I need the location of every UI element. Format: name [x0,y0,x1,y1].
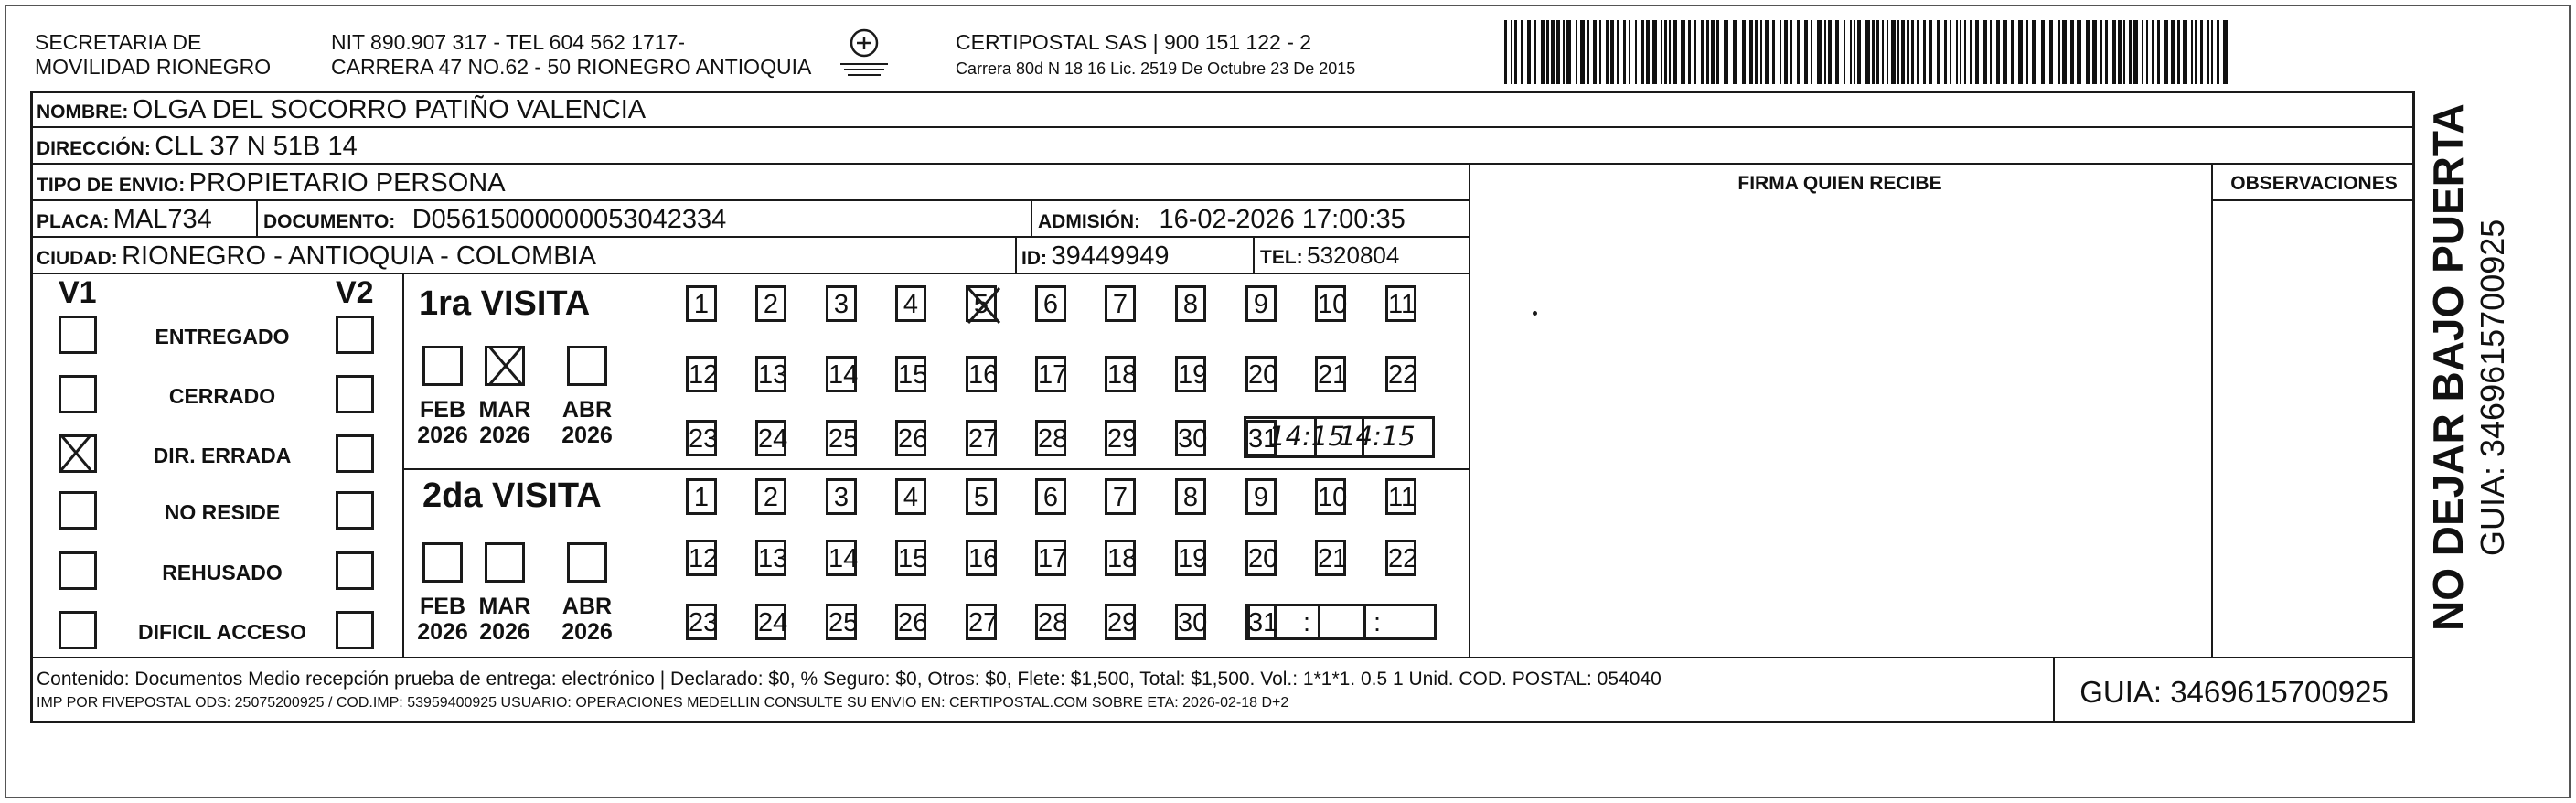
day-box[interactable]: 26 [895,604,926,640]
day-box[interactable]: 25 [826,604,857,640]
day-box[interactable]: 18 [1105,356,1136,392]
month-name: MAR [478,397,531,423]
month-checkbox[interactable] [422,542,463,583]
v2-checkbox[interactable] [336,551,374,590]
org-name-line2: MOVILIDAD RIONEGRO [35,55,272,79]
v2-checkbox[interactable] [336,434,374,473]
day-box[interactable]: 17 [1035,540,1066,576]
day-box[interactable]: 29 [1105,420,1136,456]
plate-label: PLACA: [37,211,110,232]
day-box[interactable]: 24 [755,420,786,456]
barcode-icon [1504,20,2236,84]
send-type [37,170,506,197]
tel-label: TEL: [1260,247,1303,268]
first-visit-title: 1ra VISITA [419,284,591,323]
v2-checkbox[interactable] [336,375,374,413]
day-box[interactable]: 6 [1035,478,1066,515]
v1-checkbox[interactable] [59,491,97,530]
v2-checkbox[interactable] [336,491,374,530]
footer-contents: Contenido: Documentos Medio recepción prueba de entrega: electrónico | Declarado: $0, % Seguro: $0, Otros: $0, Flete: $1,500, Total: $1,500. Vol.: 1*1*1. 0.5 1 Unid. COD. POSTAL: 054040 [37,669,1662,690]
day-box[interactable]: 2 [755,478,786,515]
day-box[interactable]: 18 [1105,540,1136,576]
day-box[interactable]: 10 [1315,478,1346,515]
v2-checkbox[interactable] [336,316,374,354]
signature-column-header: FIRMA QUIEN RECIBE [1737,173,1942,194]
day-box[interactable]: 12 [686,540,717,576]
month-name: ABR [561,397,613,423]
day-box[interactable]: 27 [966,420,997,456]
v2-checkbox[interactable] [336,611,374,649]
check-x-icon [965,284,1003,335]
day-box[interactable]: 11 [1385,478,1416,515]
address-value: CLL 37 N 51B 14 [155,132,358,161]
day-box[interactable]: 19 [1175,356,1206,392]
month-label [555,594,619,645]
v1-checkbox[interactable] [59,611,97,649]
day-box[interactable]: 5 [966,285,997,322]
month-checkbox[interactable] [567,346,607,386]
id-value: 39449949 [1051,241,1170,271]
month-label [473,594,537,645]
day-box[interactable]: 9 [1245,478,1277,515]
signature-area[interactable] [1470,201,2209,655]
day-box[interactable]: 21 [1315,356,1346,392]
v2-header: V2 [336,275,374,310]
month-name: FEB [420,594,465,619]
delivery-option-label: DIR. ERRADA [153,444,292,467]
day-box[interactable]: 27 [966,604,997,640]
month-checkbox[interactable] [422,346,463,386]
delivery-option-label: ENTREGADO [155,325,290,348]
tel-field [1260,243,1399,267]
tel-value: 5320804 [1307,241,1400,269]
day-box[interactable]: 12 [686,356,717,392]
time-box[interactable]: 14:15 [1247,420,1366,456]
day-box[interactable]: 30 [1175,420,1206,456]
month-label [473,398,537,448]
day-box[interactable]: 23 [686,420,717,456]
address-line: CARRERA 47 NO.62 - 50 RIONEGRO ANTIOQUIA [331,55,812,79]
month-year: 2026 [561,422,613,448]
footer-imp-line: IMP POR FIVEPOSTAL ODS: 25075200925 / COD.IMP: 53959400925 USUARIO: OPERACIONES MEDELLIN CONSULTE SU ENVIO EN: CERTIPOSTAL.COM SOBRE ETA: 2026-02-18 D+2 [37,695,1289,711]
second-visit-title: 2da VISITA [422,476,602,515]
day-box[interactable]: 24 [755,604,786,640]
day-box[interactable]: 28 [1035,604,1066,640]
observations-area[interactable] [2213,201,2413,655]
day-box[interactable]: 3 [826,478,857,515]
day-box[interactable]: 26 [895,420,926,456]
v1-checkbox[interactable] [59,434,97,473]
nit-line: NIT 890.907 317 - TEL 604 562 1717- [331,30,686,54]
month-year: 2026 [417,618,468,645]
delivery-option-label: DIFICIL ACCESO [137,620,306,644]
day-box[interactable]: 1 [686,285,717,322]
day-box[interactable]: 19 [1175,540,1206,576]
month-year: 2026 [561,618,613,645]
day-box[interactable]: 17 [1035,356,1066,392]
check-x-icon [58,432,94,478]
day-box[interactable]: 28 [1035,420,1066,456]
day-box[interactable]: 7 [1105,285,1136,322]
day-box[interactable]: 31 [1245,604,1277,640]
month-checkbox[interactable] [485,346,525,386]
courier-address-line: Carrera 80d N 18 16 Lic. 2519 De Octubre 23 De 2015 [956,59,1356,78]
document-value: D05615000000053042334 [412,205,727,234]
day-box[interactable]: 7 [1105,478,1136,515]
day-box[interactable]: 21 [1315,540,1346,576]
courier-logo-icon [837,27,892,78]
org-name-line1: SECRETARIA DE [35,30,202,54]
day-box[interactable]: 10 [1315,285,1346,322]
city-value: RIONEGRO - ANTIOQUIA - COLOMBIA [122,241,596,271]
day-box[interactable]: 20 [1245,540,1277,576]
month-name: FEB [420,397,465,423]
month-year: 2026 [479,618,530,645]
admission-value: 16-02-2026 17:00:35 [1159,205,1406,234]
day-box[interactable]: 15 [895,540,926,576]
side-guia: GUIA: 3469615700925 [2474,219,2511,556]
observations-column-header: OBSERVACIONES [2230,173,2398,194]
month-label [411,398,475,448]
delivery-option-label: REHUSADO [162,561,283,584]
document-label: DOCUMENTO: [263,211,396,232]
day-box[interactable]: 5 [966,478,997,515]
v1-checkbox[interactable] [59,551,97,590]
address-label: DIRECCIÓN: [37,138,151,159]
time-box[interactable]: : [1247,604,1366,640]
day-box[interactable]: 13 [755,540,786,576]
month-label [411,594,475,645]
day-box[interactable]: 4 [895,285,926,322]
day-box[interactable]: 8 [1175,478,1206,515]
v1-checkbox[interactable] [59,375,97,413]
time-box[interactable]: 14:15 [1318,420,1437,456]
day-box[interactable]: 11 [1385,285,1416,322]
v1-checkbox[interactable] [59,316,97,354]
id-label: ID: [1021,248,1047,269]
admission [1038,207,1406,233]
month-checkbox[interactable] [567,542,607,583]
day-box[interactable]: 30 [1175,604,1206,640]
footer-guia: GUIA: 3469615700925 [2079,675,2389,709]
time-box-outline [1314,416,1435,458]
day-box[interactable]: 29 [1105,604,1136,640]
day-box[interactable]: 9 [1245,285,1277,322]
day-box[interactable]: 16 [966,540,997,576]
city-label: CIUDAD: [37,248,118,269]
day-box[interactable]: 22 [1385,540,1416,576]
day-box[interactable]: 16 [966,356,997,392]
courier-name-line: CERTIPOSTAL SAS | 900 151 122 - 2 [956,30,1312,54]
name-label: NOMBRE: [37,102,129,123]
day-box[interactable]: 20 [1245,356,1277,392]
month-label [555,398,619,448]
recipient-name [37,97,646,123]
month-year: 2026 [417,422,468,448]
signature-dot [1533,311,1537,316]
side-warning: NO DEJAR BAJO PUERTA [2424,103,2472,631]
day-box[interactable]: 14 [826,356,857,392]
name-value: OLGA DEL SOCORRO PATIÑO VALENCIA [132,95,647,124]
day-box[interactable]: 13 [755,356,786,392]
day-box[interactable]: 25 [826,420,857,456]
month-name: ABR [561,594,613,619]
day-box[interactable]: 4 [895,478,926,515]
id-field [1021,243,1169,270]
check-x-icon [486,343,526,393]
day-box[interactable]: 15 [895,356,926,392]
delivery-option-label: NO RESIDE [164,500,281,524]
month-checkbox[interactable] [485,542,525,583]
day-box[interactable]: 6 [1035,285,1066,322]
document [263,207,726,233]
day-box[interactable]: 1 [686,478,717,515]
month-year: 2026 [479,422,530,448]
v1-header: V1 [59,275,97,310]
city [37,243,596,270]
day-box[interactable]: 2 [755,285,786,322]
day-box[interactable]: 14 [826,540,857,576]
send-type-value: PROPIETARIO PERSONA [188,168,506,198]
plate [37,207,212,233]
recipient-address [37,134,358,160]
month-name: MAR [478,594,531,619]
day-box[interactable]: 31 [1245,420,1277,456]
plate-value: MAL734 [112,205,212,234]
day-box[interactable]: 23 [686,604,717,640]
admission-label: ADMISIÓN: [1038,211,1140,232]
time-box[interactable]: : [1318,604,1437,640]
day-box[interactable]: 8 [1175,285,1206,322]
send-type-label: TIPO DE ENVIO: [37,175,186,196]
day-box[interactable]: 22 [1385,356,1416,392]
day-box[interactable]: 3 [826,285,857,322]
delivery-option-label: CERRADO [168,384,276,408]
